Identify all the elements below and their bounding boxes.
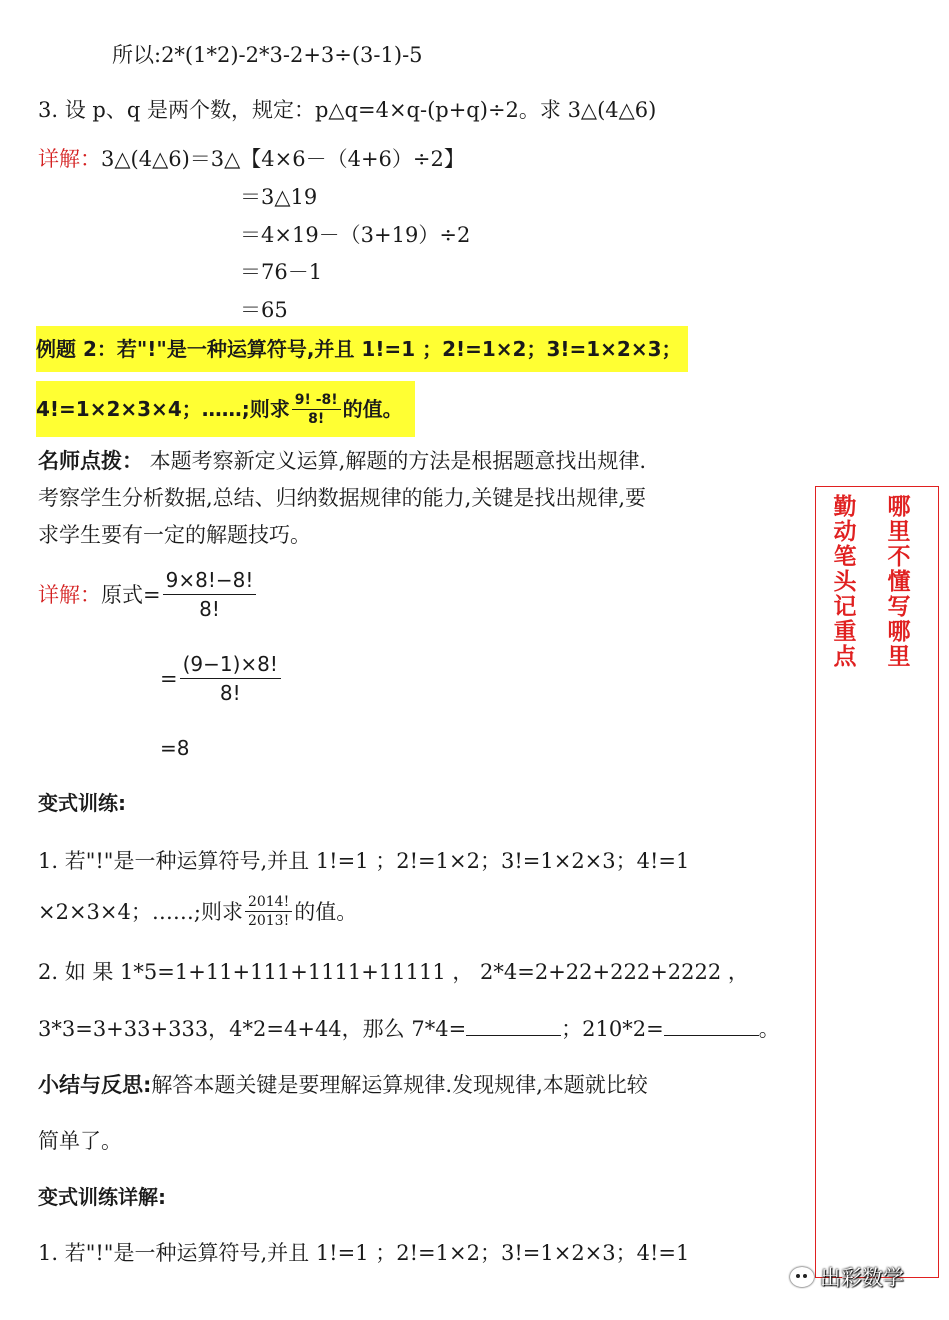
variant-q2-line-1: 2. 如 果 1*5=1+11+111+1111+11111 ， 2*4=2+22+222+2222 ， [38,960,749,984]
solution-step: ＝76－1 [240,260,323,284]
fraction-numerator: 9! -8! [292,391,341,410]
wechat-icon [790,1267,814,1287]
summary-text: 解答本题关键是要理解运算规律.发现规律,本题就比较 [151,1073,648,1097]
variant-title: 变式训练: [38,791,126,815]
problem-3: 3. 设 p、q 是两个数，规定：p△q=4×q-(p+q)÷2。求 3△(4△6) [38,98,657,122]
watermark-text: 出彩数学 [820,1266,904,1290]
solution-step: ＝4×19－（3+19）÷2 [240,223,471,247]
fraction-denominator: 8! [199,597,220,621]
variant-q2-text: 3*3=3+33+333，4*2=4+44，那么 7*4= [38,1017,467,1041]
fraction [180,650,281,707]
watermark [790,1262,904,1292]
fraction [245,893,292,930]
solution-line [38,144,465,174]
teacher-tip-line [38,446,646,476]
summary-text: 简单了。 [38,1129,122,1153]
text-line: 所以:2*(1*2)-2*3-2+3÷(3-1)-5 [112,43,423,67]
variant-q2-text: 。 [758,1017,780,1041]
variant-solution-title: 变式训练详解: [38,1185,166,1209]
example-text: 4!=1×2×3×4；……;则求 [36,397,290,421]
teacher-tip-text: 求学生要有一定的解题技巧。 [38,523,311,547]
solution-step: ＝65 [240,298,288,322]
example-line-2 [36,381,415,437]
fraction-denominator: 8! [219,681,241,705]
sidebox-text-right: 哪里不懂写哪里 [887,494,911,670]
solution-step: ＝3△19 [240,185,318,209]
solution-label: 详解： [38,582,101,607]
example-text: 的值。 [342,397,403,421]
solution-step [160,650,283,707]
variant-q1-text: ×2×3×4；……;则求 [38,899,243,924]
fraction-numerator: 2014! [245,893,292,912]
solution-prefix: 原式= [101,582,161,607]
teacher-tip-text: 本题考察新定义运算,解题的方法是根据题意找出规律. [143,449,647,473]
fraction-numerator: 9×8!−8! [163,566,257,595]
fraction-denominator: 8! [308,410,325,427]
equals-sign: = [160,666,178,691]
teacher-tip-label: 名师点拨： [38,449,143,473]
variant-q2-line-2 [38,1014,780,1044]
summary-label: 小结与反思: [38,1073,152,1097]
fraction [292,391,341,428]
variant-q2-text: ；210*2= [561,1017,664,1041]
solution-block [38,566,258,623]
fraction-numerator: (9−1)×8! [180,650,281,679]
example-line-1: 例题 2：若"!"是一种运算符号,并且 1!=1 ；2!=1×2；3!=1×2×3； [36,326,688,372]
teacher-tip-text: 考察学生分析数据,总结、归纳数据规律的能力,关键是找出规律,要 [38,486,647,510]
fraction-denominator: 2013! [247,913,290,929]
answer-blank [664,1015,759,1036]
fraction [163,566,257,623]
variant-q1-text: 的值。 [294,899,358,924]
note-sidebox [815,486,939,1278]
solution-label: 详解： [38,147,101,171]
solution-text: 3△(4△6)＝3△【4×6－（4+6）÷2】 [101,147,465,171]
answer-blank [466,1015,561,1036]
variant-q1-line-2 [38,893,357,930]
summary-line [38,1070,648,1100]
solution-result: =8 [160,736,190,760]
variant-q1-line-1: 1. 若"!"是一种运算符号,并且 1!=1 ；2!=1×2；3!=1×2×3；4!=1 [38,849,690,873]
sidebox-text-left: 勤动笔头记重点 [833,494,857,670]
variant-solution-line: 1. 若"!"是一种运算符号,并且 1!=1 ；2!=1×2；3!=1×2×3；4!=1 [38,1241,690,1265]
